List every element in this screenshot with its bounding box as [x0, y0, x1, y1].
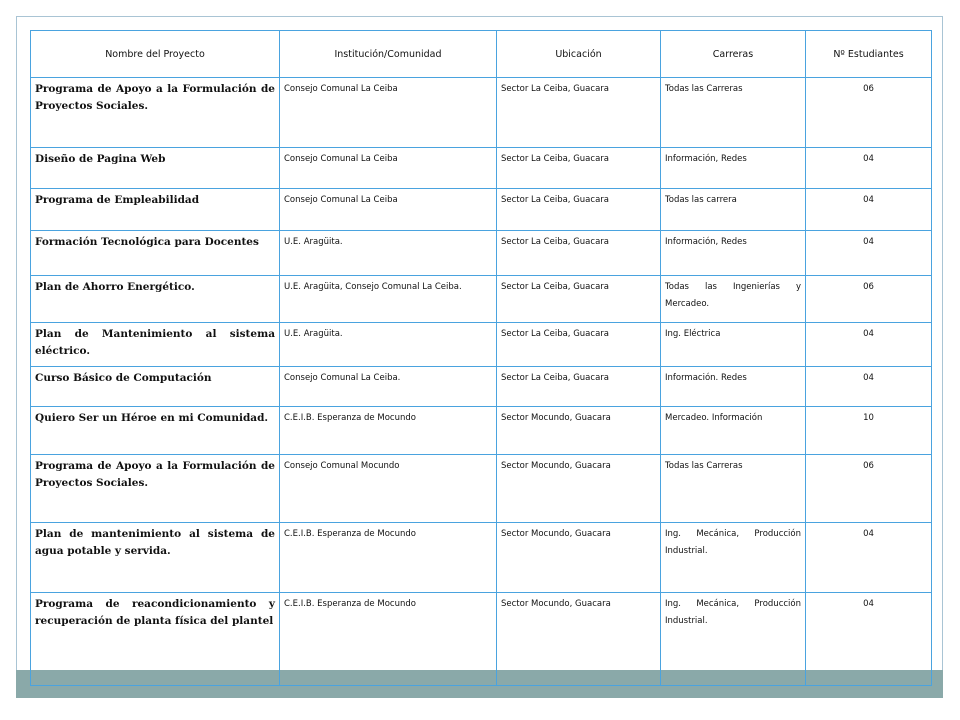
cell-proyecto: Programa de Empleabilidad	[31, 189, 280, 231]
cell-estudiantes: 04	[806, 523, 932, 593]
cell-carreras: Todas las Carreras	[661, 455, 806, 523]
table-row	[31, 523, 932, 593]
cell-proyecto: Programa de Apoyo a la Formulación de Proyectos Sociales.	[31, 78, 280, 148]
cell-institucion: Consejo Comunal Mocundo	[280, 455, 497, 523]
table-row	[31, 148, 932, 189]
table-row	[31, 323, 932, 367]
cell-proyecto: Plan de Ahorro Energético.	[31, 276, 280, 323]
cell-carreras: Ing. Eléctrica	[661, 323, 806, 367]
cell-ubicacion: Sector La Ceiba, Guacara	[497, 276, 661, 323]
header-proyecto: Nombre del Proyecto	[31, 31, 280, 78]
cell-estudiantes: 04	[806, 367, 932, 407]
cell-carreras: Información, Redes	[661, 231, 806, 276]
cell-estudiantes: 10	[806, 407, 932, 455]
table-row	[31, 455, 932, 523]
cell-carreras: Información, Redes	[661, 148, 806, 189]
cell-carreras: Información. Redes	[661, 367, 806, 407]
header-estudiantes: Nº Estudiantes	[806, 31, 932, 78]
cell-ubicacion: Sector Mocundo, Guacara	[497, 455, 661, 523]
table-row	[31, 276, 932, 323]
cell-carreras: Todas las Carreras	[661, 78, 806, 148]
cell-institucion: Consejo Comunal La Ceiba.	[280, 367, 497, 407]
cell-institucion: C.E.I.B. Esperanza de Mocundo	[280, 593, 497, 686]
cell-ubicacion: Sector La Ceiba, Guacara	[497, 78, 661, 148]
table-row	[31, 367, 932, 407]
projects-table	[30, 30, 932, 686]
cell-estudiantes: 06	[806, 455, 932, 523]
cell-ubicacion: Sector La Ceiba, Guacara	[497, 323, 661, 367]
cell-carreras: Todas las Ingenierías y Mercadeo.	[661, 276, 806, 323]
table-row	[31, 189, 932, 231]
cell-proyecto: Quiero Ser un Héroe en mi Comunidad.	[31, 407, 280, 455]
cell-institucion: Consejo Comunal La Ceiba	[280, 148, 497, 189]
cell-estudiantes: 04	[806, 148, 932, 189]
cell-estudiantes: 06	[806, 276, 932, 323]
cell-proyecto: Curso Básico de Computación	[31, 367, 280, 407]
cell-estudiantes: 06	[806, 78, 932, 148]
cell-ubicacion: Sector La Ceiba, Guacara	[497, 189, 661, 231]
cell-institucion: U.E. Aragüita, Consejo Comunal La Ceiba.	[280, 276, 497, 323]
cell-ubicacion: Sector La Ceiba, Guacara	[497, 231, 661, 276]
cell-carreras: Ing. Mecánica, Producción Industrial.	[661, 523, 806, 593]
cell-ubicacion: Sector Mocundo, Guacara	[497, 407, 661, 455]
cell-estudiantes: 04	[806, 593, 932, 686]
cell-institucion: U.E. Aragüita.	[280, 323, 497, 367]
header-carreras: Carreras	[661, 31, 806, 78]
cell-proyecto: Plan de Mantenimiento al sistema eléctrico.	[31, 323, 280, 367]
cell-proyecto: Formación Tecnológica para Docentes	[31, 231, 280, 276]
cell-carreras: Mercadeo. Información	[661, 407, 806, 455]
cell-institucion: Consejo Comunal La Ceiba	[280, 78, 497, 148]
table-row	[31, 407, 932, 455]
cell-proyecto: Programa de reacondicionamiento y recuperación de planta física del plantel	[31, 593, 280, 686]
header-ubicacion: Ubicación	[497, 31, 661, 78]
cell-institucion: U.E. Aragüita.	[280, 231, 497, 276]
table-row	[31, 593, 932, 686]
cell-carreras: Ing. Mecánica, Producción Industrial.	[661, 593, 806, 686]
header-institucion: Institución/Comunidad	[280, 31, 497, 78]
cell-proyecto: Diseño de Pagina Web	[31, 148, 280, 189]
cell-carreras: Todas las carrera	[661, 189, 806, 231]
table-header-row	[31, 31, 932, 78]
table-row	[31, 78, 932, 148]
cell-proyecto: Programa de Apoyo a la Formulación de Proyectos Sociales.	[31, 455, 280, 523]
cell-institucion: C.E.I.B. Esperanza de Mocundo	[280, 407, 497, 455]
cell-estudiantes: 04	[806, 189, 932, 231]
cell-estudiantes: 04	[806, 323, 932, 367]
cell-ubicacion: Sector Mocundo, Guacara	[497, 593, 661, 686]
cell-ubicacion: Sector Mocundo, Guacara	[497, 523, 661, 593]
cell-institucion: C.E.I.B. Esperanza de Mocundo	[280, 523, 497, 593]
cell-ubicacion: Sector La Ceiba, Guacara	[497, 367, 661, 407]
cell-estudiantes: 04	[806, 231, 932, 276]
cell-institucion: Consejo Comunal La Ceiba	[280, 189, 497, 231]
table-row	[31, 231, 932, 276]
cell-ubicacion: Sector La Ceiba, Guacara	[497, 148, 661, 189]
cell-proyecto: Plan de mantenimiento al sistema de agua potable y servida.	[31, 523, 280, 593]
